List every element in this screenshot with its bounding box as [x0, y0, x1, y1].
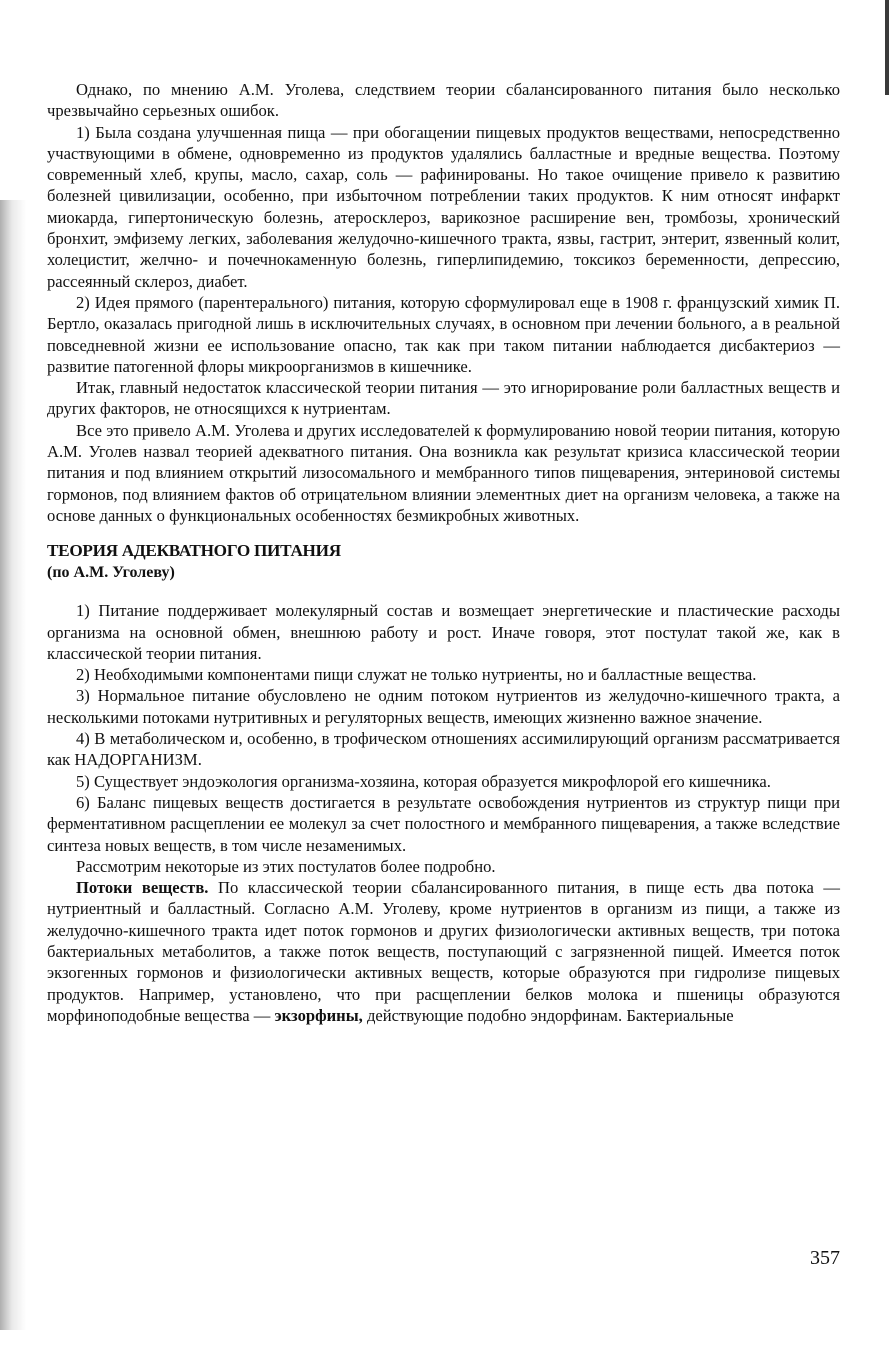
- postulate-item: 3) Нормальное питание обусловлено не одним потоком нутриентов из желудочно-кишечного тракта, а несколькими потоками нутритивных и регуляторных веществ, имеющих жизненно важное значение.: [47, 686, 840, 727]
- paragraph: 1) Была создана улучшенная пища — при обогащении пищевых продуктов веществами, непосредственно участвующими в обмене, одновременно из продуктов удалялись балластные и вредные вещества. Поэтому современный хлеб, крупы, масло, сахар, соль — рафинированы. Но такое очищение привело к развитию болезней цивилизации, особенно, при избыточном потреблении таких продуктов. К ним относят инфаркт миокарда, гипертоническую болезнь, атеросклероз, варикозное расширение вен, тромбозы, хронический бронхит, эмфизему легких, заболевания желудочно-кишечного тракта, язвы, гастрит, энтерит, язвенный колит, холецистит, желчно- и почечнокаменную болезнь, гиперлипидемию, токсикоз беременности, депрессию, рассеянный склероз, диабет.: [47, 122, 840, 291]
- paragraph: Все это привело А.М. Уголева и других исследователей к формулированию новой теории питания, которую А.М. Уголев назвал теорией адекватного питания. Она возникла как результат кризиса классической теории питания и под влиянием открытий лизосомального и мембранного типов пищеварения, энтериновой системы гормонов, под влиянием фактов об отрицательном влиянии элементных диет на организм человека, а также на основе данных о функциональных особенностях безмикробных животных.: [47, 420, 840, 525]
- postulate-item: 6) Баланс пищевых веществ достигается в результате освобождения нутриентов из структур пищи при ферментативном расщеплении ее молекул за счет полостного и мембранного пищеварения, а также вследствие синтеза новых веществ, в том числе незаменимых.: [47, 792, 840, 855]
- flows-paragraph: [47, 877, 840, 1026]
- paragraph: Однако, по мнению А.М. Уголева, следствием теории сбалансированного питания было несколько чрезвычайно серьезных ошибок.: [47, 80, 840, 121]
- page-number: 357: [810, 1247, 840, 1269]
- postulate-item: 5) Существует эндоэкология организма-хозяина, которая образуется микрофлорой его кишечника.: [76, 771, 771, 791]
- section-subheading: (по А.М. Уголеву): [47, 564, 175, 582]
- flows-term: Потоки веществ.: [76, 878, 209, 898]
- section-heading: ТЕОРИЯ АДЕКВАТНОГО ПИТАНИЯ: [47, 541, 341, 561]
- postulate-item: 4) В метаболическом и, особенно, в трофическом отношениях ассимилирующий организм рассматривается как НАДОРГАНИЗМ.: [47, 729, 840, 770]
- postulate-item: 2) Необходимыми компонентами пищи служат не только нутриенты, но и балластные вещества.: [76, 665, 757, 685]
- postulate-item: 1) Питание поддерживает молекулярный состав и возмещает энергетические и пластические расходы организма на основной обмен, внешнюю работу и рост. Иначе говоря, этот постулат такой же, как в классической теории питания.: [47, 601, 840, 663]
- exorphins-term: экзорфины,: [274, 1005, 363, 1025]
- closing-sentence: Рассмотрим некоторые из этих постулатов более подробно.: [76, 856, 496, 876]
- paragraph: 2) Идея прямого (парентерального) питания, которую сформулировал еще в 1908 г. французский химик П. Бертло, оказалась пригодной лишь в исключительных случаях, в основном при лечении больного, а в реальной повседневной жизни ее использование опасно, так как при таком питании наблюдается дисбактериоз — развитие патогенной флоры микроорганизмов в кишечнике.: [47, 292, 840, 376]
- paragraph: Итак, главный недостаток классической теории питания — это игнорирование роли балластных веществ и других факторов, не относящихся к нутриентам.: [47, 378, 840, 419]
- page-edge-mark: [885, 0, 889, 95]
- text-column: [47, 79, 840, 1026]
- flows-text-a: По классической теории сбалансированного питания, в пище есть два потока — нутриентный и балластный. Согласно А.М. Уголеву, кроме нутриентов в организм из пищи, а также из желудочно-кишечного тракта идет поток гормонов и других физиологически активных веществ, три потока бактериальных метаболитов, а также поток веществ, поступающий с загрязненной пищей. Имеется поток экзогенных гормонов и физиологически активных веществ, которые образуются при гидролизе пищевых продуктов. Например, установлено, что при расщеплении белков молока и пшеницы образуются морфиноподобные вещества —: [47, 878, 840, 1025]
- binding-shadow: [0, 200, 26, 1330]
- flows-text-b: действующие подобно эндорфинам. Бактериальные: [362, 1005, 734, 1025]
